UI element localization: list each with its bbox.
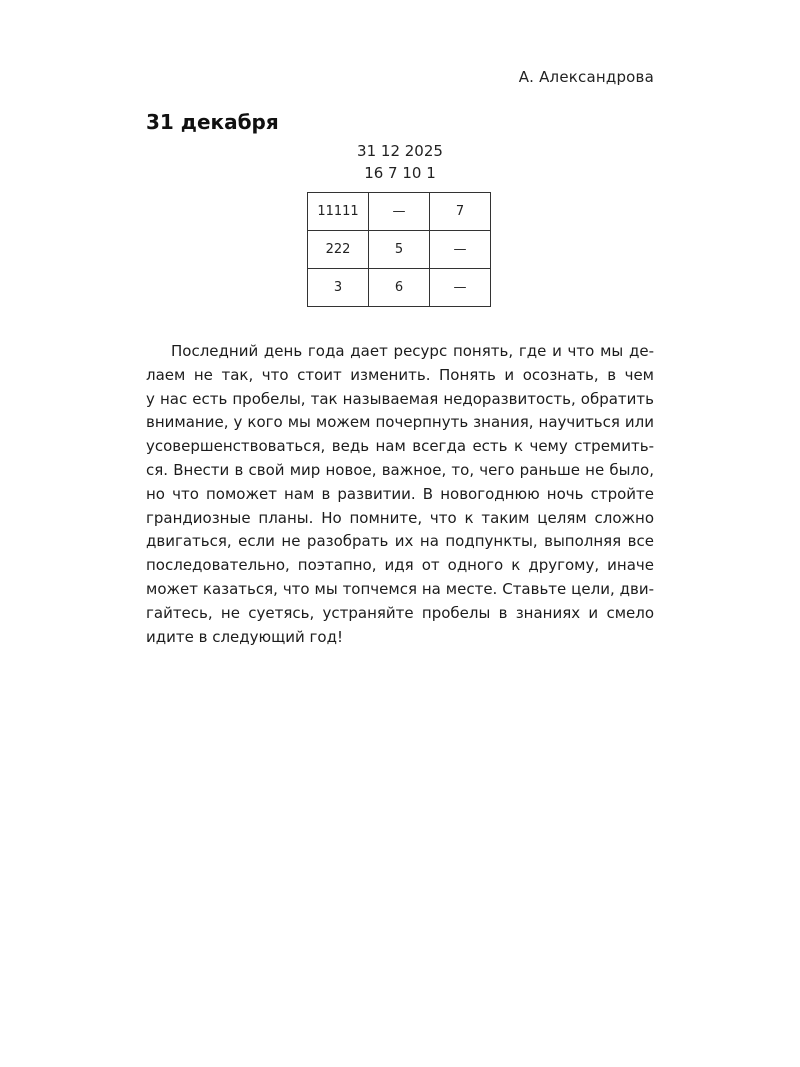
paragraph-line: усовершенствоваться, ведь нам всегда есть к чему стремить- (146, 437, 654, 456)
matrix-cell: 11111 (308, 193, 369, 231)
date-digits-line: 31 12 2025 (357, 142, 443, 160)
matrix-cell: — (430, 269, 491, 307)
paragraph-line: последовательно, поэтапно, идя от одного к другому, иначе (146, 556, 654, 575)
paragraph-line: но что поможет нам в развитии. В новогоднюю ночь стройте (146, 484, 654, 503)
additional-numbers-line: 16 7 10 1 (364, 164, 436, 182)
paragraph-line: идите в следующий год! (146, 627, 343, 646)
matrix-cell: 5 (369, 231, 430, 269)
paragraph-line: грандиозные планы. Но помните, что к таким целям сложно (146, 508, 654, 527)
paragraph-line: у нас есть пробелы, так называемая недоразвитость, обратить (146, 389, 654, 408)
section-title: 31 декабря (146, 110, 279, 134)
paragraph-line: ся. Внести в свой мир новое, важное, то, чего раньше не было, (146, 460, 654, 479)
running-header-author: А. Александрова (518, 68, 654, 86)
paragraph-line: может казаться, что мы топчемся на месте. Ставьте цели, дви- (146, 579, 654, 598)
paragraph-line: двигаться, если не разобрать их на подпункты, выполняя все (146, 532, 654, 551)
paragraph-line: лаем не так, что стоит изменить. Понять и осознать, в чем (146, 365, 654, 384)
body-paragraph (146, 340, 654, 649)
matrix-cell: 6 (369, 269, 430, 307)
matrix-cell: 3 (308, 269, 369, 307)
matrix-cell: — (369, 193, 430, 231)
matrix-row (308, 231, 491, 269)
paragraph-line: гайтесь, не суетясь, устраняйте пробелы в знаниях и смело (146, 603, 654, 622)
matrix-row (308, 269, 491, 307)
matrix-cell: 7 (430, 193, 491, 231)
paragraph-line: внимание, у кого мы можем почерпнуть знания, научиться или (146, 413, 654, 432)
matrix-row (308, 193, 491, 231)
paragraph-line: Последний день года дает ресурс понять, где и что мы де- (171, 342, 654, 360)
matrix-cell: 222 (308, 231, 369, 269)
numerology-matrix (307, 192, 491, 307)
matrix-cell: — (430, 231, 491, 269)
